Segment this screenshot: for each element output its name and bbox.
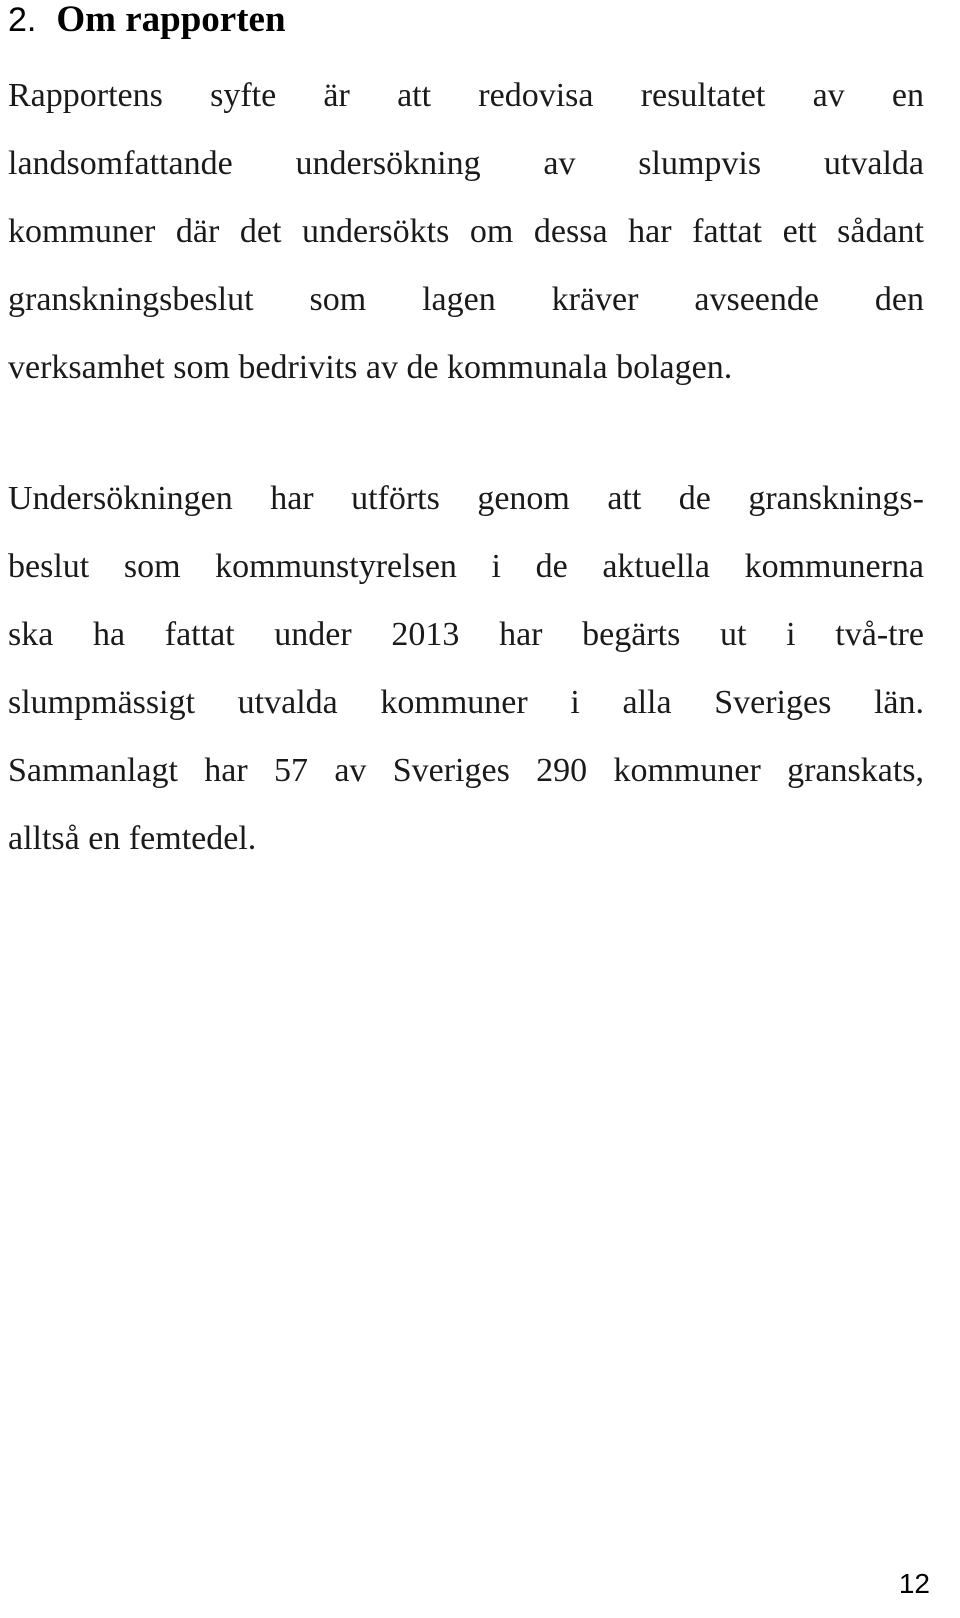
text-line: beslut som kommunstyrelsen i de aktuella kommunerna	[8, 548, 924, 585]
text-line: landsomfattande undersökning av slumpvis utvalda	[8, 145, 924, 182]
page-number: 12	[898, 1568, 930, 1599]
text-line: verksamhet som bedrivits av de kommunala bolagen.	[8, 349, 733, 386]
text-line: Rapportens syfte är att redovisa resultatet av en	[8, 77, 924, 114]
section-heading	[8, 0, 286, 40]
text-line: kommuner där det undersökts om dessa har fattat ett sådant	[8, 213, 924, 250]
text-line: Undersökningen har utförts genom att de gransknings-	[8, 480, 924, 517]
paragraph-method	[8, 465, 924, 873]
section-title: Om rapporten	[56, 0, 286, 40]
text-line: alltså en femtedel.	[8, 820, 257, 857]
text-line: slumpmässigt utvalda kommuner i alla Sveriges län.	[8, 684, 924, 721]
paragraph-purpose	[8, 62, 924, 402]
text-line: ska ha fattat under 2013 har begärts ut i två-tre	[8, 616, 924, 653]
section-number: 2.	[8, 1, 37, 39]
text-line: granskningsbeslut som lagen kräver avseende den	[8, 281, 924, 318]
text-line: Sammanlagt har 57 av Sveriges 290 kommuner granskats,	[8, 752, 924, 789]
